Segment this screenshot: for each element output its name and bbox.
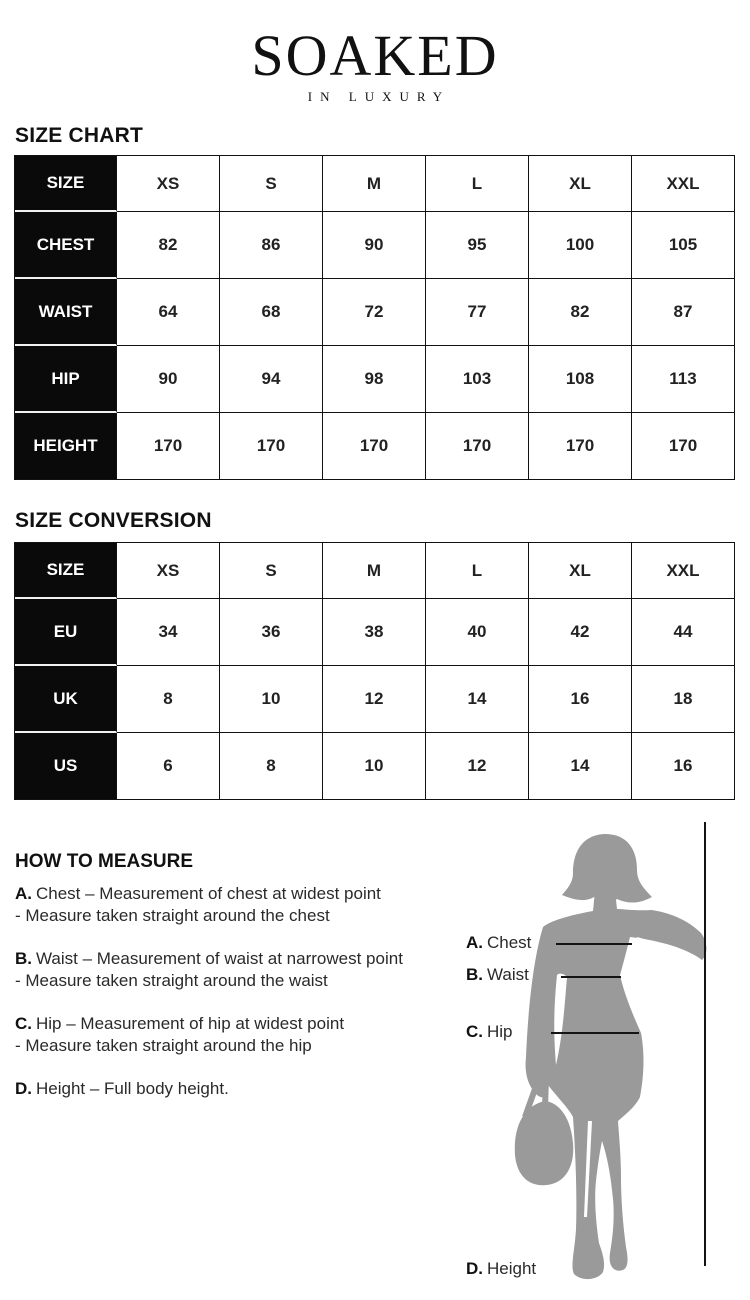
value-cell: 16: [632, 733, 735, 800]
value-cell: 170: [323, 413, 426, 480]
column-header-cell: M: [323, 543, 426, 599]
label-key: A.: [466, 933, 483, 952]
value-cell: 64: [117, 279, 220, 346]
item-key: B.: [15, 949, 32, 968]
value-cell: 94: [220, 346, 323, 413]
label-key: C.: [466, 1022, 483, 1041]
value-cell: 103: [426, 346, 529, 413]
item-key: C.: [15, 1014, 32, 1033]
table-row: [15, 413, 735, 480]
column-header-cell: L: [426, 156, 529, 212]
column-header-cell: XS: [117, 156, 220, 212]
size-conversion-table: [14, 542, 735, 800]
figure-label-height: [466, 1259, 536, 1279]
value-cell: 86: [220, 212, 323, 279]
label-key: D.: [466, 1259, 483, 1278]
table-row: [15, 346, 735, 413]
value-cell: 6: [117, 733, 220, 800]
value-cell: 90: [323, 212, 426, 279]
figure-label-chest: [466, 933, 531, 953]
row-header-cell: US: [15, 733, 117, 800]
value-cell: 72: [323, 279, 426, 346]
value-cell: 170: [220, 413, 323, 480]
item-note: - Measure taken straight around the chest: [15, 906, 330, 925]
value-cell: 87: [632, 279, 735, 346]
table-row: [15, 599, 735, 666]
height-measure-line: [704, 822, 706, 1266]
how-to-measure-section: [15, 851, 465, 1121]
label-text: Height: [487, 1259, 537, 1278]
item-key: A.: [15, 884, 32, 903]
value-cell: 95: [426, 212, 529, 279]
value-cell: 42: [529, 599, 632, 666]
item-note: - Measure taken straight around the waist: [15, 971, 328, 990]
row-header-cell: CHEST: [15, 212, 117, 279]
value-cell: 10: [220, 666, 323, 733]
brand-tagline: IN LUXURY: [307, 89, 451, 104]
value-cell: 82: [529, 279, 632, 346]
column-header-cell: XXL: [632, 543, 735, 599]
table-row: [15, 733, 735, 800]
chest-measure-line: [556, 943, 632, 945]
item-text: Waist – Measurement of waist at narrowest point: [36, 949, 403, 968]
item-note: - Measure taken straight around the hip: [15, 1036, 312, 1055]
value-cell: 170: [632, 413, 735, 480]
value-cell: 16: [529, 666, 632, 733]
value-cell: 77: [426, 279, 529, 346]
value-cell: 12: [323, 666, 426, 733]
label-text: Chest: [487, 933, 532, 952]
value-cell: 38: [323, 599, 426, 666]
value-cell: 8: [117, 666, 220, 733]
value-cell: 98: [323, 346, 426, 413]
measure-item-chest: [15, 883, 465, 927]
waist-measure-line: [561, 976, 621, 978]
value-cell: 170: [426, 413, 529, 480]
hip-measure-line: [551, 1032, 639, 1034]
column-header-cell: L: [426, 543, 529, 599]
value-cell: 100: [529, 212, 632, 279]
value-cell: 82: [117, 212, 220, 279]
value-cell: 90: [117, 346, 220, 413]
brand-logo: [0, 23, 750, 105]
size-chart-heading: SIZE CHART: [15, 124, 143, 147]
column-header-cell: XL: [529, 543, 632, 599]
how-to-measure-heading: HOW TO MEASURE: [15, 851, 194, 872]
item-key: D.: [15, 1079, 32, 1098]
column-header-cell: XXL: [632, 156, 735, 212]
size-conversion-heading: SIZE CONVERSION: [15, 509, 212, 532]
column-header-cell: SIZE: [15, 543, 117, 599]
row-header-cell: HIP: [15, 346, 117, 413]
column-header-cell: SIZE: [15, 156, 117, 212]
value-cell: 36: [220, 599, 323, 666]
table-row: [15, 212, 735, 279]
row-header-cell: EU: [15, 599, 117, 666]
table-row: [15, 279, 735, 346]
row-header-cell: HEIGHT: [15, 413, 117, 480]
value-cell: 113: [632, 346, 735, 413]
column-header-cell: XL: [529, 156, 632, 212]
value-cell: 10: [323, 733, 426, 800]
measure-item-hip: [15, 1013, 465, 1057]
column-header-cell: M: [323, 156, 426, 212]
label-text: Waist: [487, 965, 529, 984]
row-header-cell: WAIST: [15, 279, 117, 346]
value-cell: 34: [117, 599, 220, 666]
figure-label-hip: [466, 1022, 513, 1042]
value-cell: 108: [529, 346, 632, 413]
size-chart-table: [14, 155, 735, 480]
brand-name: SOAKED: [251, 23, 499, 88]
value-cell: 44: [632, 599, 735, 666]
item-text: Chest – Measurement of chest at widest point: [36, 884, 381, 903]
column-header-cell: XS: [117, 543, 220, 599]
row-header-cell: UK: [15, 666, 117, 733]
measure-item-waist: [15, 948, 465, 992]
value-cell: 18: [632, 666, 735, 733]
value-cell: 14: [529, 733, 632, 800]
table-row: [15, 666, 735, 733]
value-cell: 14: [426, 666, 529, 733]
value-cell: 170: [529, 413, 632, 480]
item-text: Hip – Measurement of hip at widest point: [36, 1014, 345, 1033]
value-cell: 12: [426, 733, 529, 800]
figure-label-waist: [466, 965, 529, 985]
value-cell: 40: [426, 599, 529, 666]
column-header-cell: S: [220, 156, 323, 212]
measure-item-height: [15, 1078, 465, 1100]
table-row: [15, 156, 735, 212]
value-cell: 170: [117, 413, 220, 480]
female-figure-silhouette-icon: [455, 825, 735, 1285]
value-cell: 8: [220, 733, 323, 800]
value-cell: 68: [220, 279, 323, 346]
table-row: [15, 543, 735, 599]
item-text: Height – Full body height.: [36, 1079, 229, 1098]
label-text: Hip: [487, 1022, 513, 1041]
column-header-cell: S: [220, 543, 323, 599]
label-key: B.: [466, 965, 483, 984]
value-cell: 105: [632, 212, 735, 279]
